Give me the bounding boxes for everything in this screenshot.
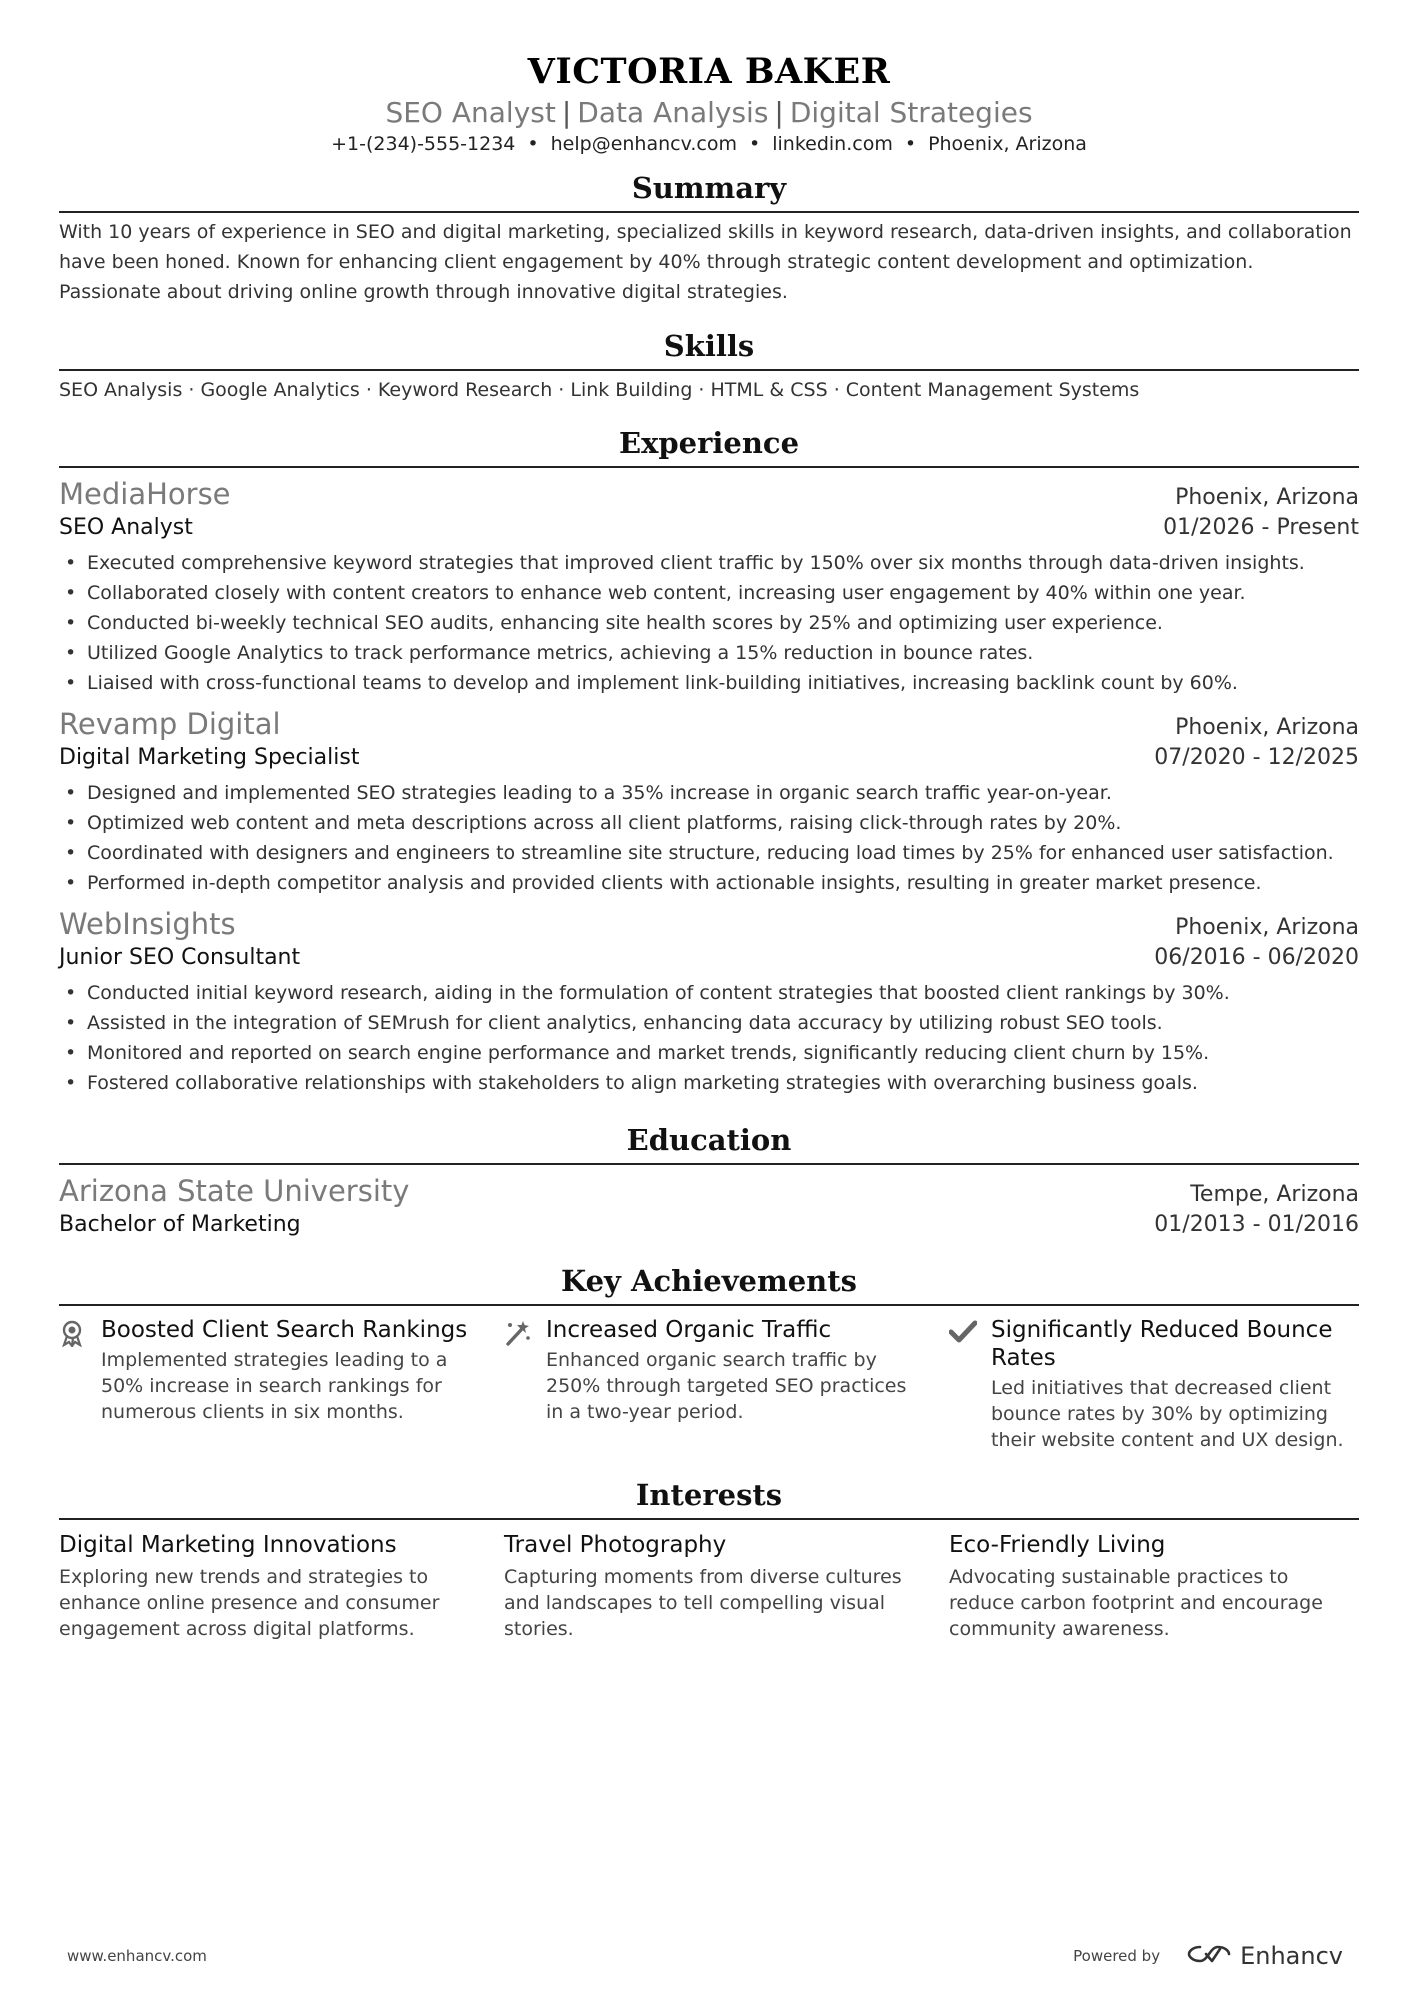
interest-item — [504, 1530, 914, 1642]
interest-desc: Exploring new trends and strategies to enhance online presence and consumer engagement across digital platforms. — [59, 1566, 440, 1640]
candidate-name: VICTORIA BAKER — [527, 51, 891, 92]
powered-by-label: Powered by — [1073, 1947, 1161, 1965]
achievement-title: Boosted Client Search Rankings — [101, 1317, 468, 1343]
job-location: Phoenix, Arizona — [1175, 715, 1359, 740]
summary-section — [59, 170, 1359, 307]
achievements-section — [59, 1263, 1359, 1453]
education-section — [59, 1122, 1359, 1241]
location: Phoenix, Arizona — [928, 133, 1087, 155]
bullet-item: • Liaised with cross-functional teams to develop and implement link-building initiatives, increasing backlink count by 60%. — [59, 668, 1359, 698]
resume-header — [59, 0, 1359, 156]
contact-info: +1-(234)-555-1234 • help@enhancv.com • linkedin.com • Phoenix, Arizona — [331, 133, 1087, 155]
job-title: SEO Analyst — [59, 515, 193, 540]
bullet-item: • Executed comprehensive keyword strategies that improved client traffic by 150% over six months through data-driven insights. — [59, 548, 1359, 578]
page-footer — [67, 1942, 1343, 1970]
experience-section — [59, 425, 1359, 1098]
brand-name[interactable]: Enhancv — [1240, 1942, 1343, 1970]
job-bullets — [59, 548, 1359, 698]
bullet-item: • Optimized web content and meta descriptions across all client platforms, raising click-through rates by 20%. — [59, 808, 1359, 838]
job-dates: 06/2016 - 06/2020 — [1154, 945, 1359, 970]
achievement-item — [949, 1316, 1359, 1453]
job-title: Digital Marketing Specialist — [59, 745, 360, 770]
achievement-desc: Implemented strategies leading to a 50% increase in search rankings for numerous clients in six months. — [101, 1349, 448, 1423]
section-title: Interests — [59, 1477, 1359, 1520]
bullet-item: • Collaborated closely with content creators to enhance web content, increasing user engagement by 40% within one year. — [59, 578, 1359, 608]
email-link[interactable]: help@enhancv.com — [550, 133, 737, 155]
achievement-title: Significantly Reduced Bounce Rates — [991, 1317, 1333, 1371]
job-location: Phoenix, Arizona — [1175, 485, 1359, 510]
checkmark-icon — [949, 1316, 991, 1453]
job-dates: 01/2026 - Present — [1163, 515, 1359, 540]
interest-desc: Capturing moments from diverse cultures and landscapes to tell compelling visual stories. — [504, 1566, 902, 1640]
award-icon — [59, 1316, 101, 1453]
school-name: Arizona State University — [59, 1174, 410, 1208]
job-dates: 07/2020 - 12/2025 — [1154, 745, 1359, 770]
bullet-item: • Utilized Google Analytics to track performance metrics, achieving a 15% reduction in bounce rates. — [59, 638, 1359, 668]
headline: SEO Analyst | Data Analysis | Digital Strategies — [385, 96, 1033, 129]
interest-desc: Advocating sustainable practices to reduce carbon footprint and encourage community awareness. — [949, 1566, 1323, 1640]
degree: Bachelor of Marketing — [59, 1212, 301, 1237]
headline-item: Data Analysis — [577, 96, 769, 129]
headline-item: SEO Analyst — [385, 96, 556, 129]
job-title: Junior SEO Consultant — [59, 945, 301, 970]
bullet-item: • Conducted initial keyword research, aiding in the formulation of content strategies that boosted client rankings by 30%. — [59, 978, 1359, 1008]
interest-item — [949, 1530, 1359, 1642]
job-bullets — [59, 778, 1359, 898]
linkedin-link[interactable]: linkedin.com — [772, 133, 893, 155]
bullet-item: • Monitored and reported on search engine performance and market trends, significantly reducing client churn by 15%. — [59, 1038, 1359, 1068]
company-name: WebInsights — [59, 907, 236, 941]
bullet-item: • Conducted bi-weekly technical SEO audits, enhancing site health scores by 25% and optimizing user experience. — [59, 608, 1359, 638]
education-dates: 01/2013 - 01/2016 — [1154, 1212, 1359, 1237]
magic-wand-icon — [504, 1316, 546, 1453]
interests-section — [59, 1477, 1359, 1642]
phone: +1-(234)-555-1234 — [331, 133, 516, 155]
skills-list: SEO Analysis · Google Analytics · Keyword Research · Link Building · HTML & CSS · Content Management Systems — [59, 379, 1140, 401]
section-title: Key Achievements — [59, 1263, 1359, 1306]
job-location: Phoenix, Arizona — [1175, 915, 1359, 940]
powered-by — [1073, 1942, 1343, 1970]
bullet-item: • Performed in-depth competitor analysis and provided clients with actionable insights, resulting in greater market presence. — [59, 868, 1359, 898]
job-entry — [59, 906, 1359, 1098]
website-link[interactable]: www.enhancv.com — [67, 1947, 207, 1965]
enhancv-logo-icon — [1186, 1943, 1232, 1969]
achievement-title: Increased Organic Traffic — [546, 1317, 832, 1343]
section-title: Education — [59, 1122, 1359, 1165]
section-title: Summary — [59, 170, 1359, 213]
school-location: Tempe, Arizona — [1190, 1182, 1359, 1207]
bullet-item: • Designed and implemented SEO strategies leading to a 35% increase in organic search traffic year-on-year. — [59, 778, 1359, 808]
achievement-item — [504, 1316, 914, 1453]
bullet-item: • Coordinated with designers and engineers to streamline site structure, reducing load times by 25% for enhanced user satisfaction. — [59, 838, 1359, 868]
headline-item: Digital Strategies — [789, 96, 1033, 129]
skills-section — [59, 328, 1359, 403]
job-entry — [59, 706, 1359, 898]
bullet-item: • Fostered collaborative relationships with stakeholders to align marketing strategies with overarching business goals. — [59, 1068, 1359, 1098]
company-name: MediaHorse — [59, 477, 231, 511]
job-entry — [59, 476, 1359, 698]
bullet-item: • Assisted in the integration of SEMrush for client analytics, enhancing data accuracy by utilizing robust SEO tools. — [59, 1008, 1359, 1038]
education-entry — [59, 1173, 1359, 1241]
interest-item — [59, 1530, 469, 1642]
interest-title: Digital Marketing Innovations — [59, 1532, 397, 1558]
job-bullets — [59, 978, 1359, 1098]
achievement-desc: Enhanced organic search traffic by 250% through targeted SEO practices in a two-year period. — [546, 1349, 907, 1423]
summary-text: With 10 years of experience in SEO and digital marketing, specialized skills in keyword research, data-driven insights, and collaboration have been honed. Known for enhancing client engagement by 40% through strategic content development and optimization. Passionate about driving online growth through innovative digital strategies. — [59, 221, 1352, 303]
interest-title: Travel Photography — [504, 1532, 727, 1558]
achievement-item — [59, 1316, 469, 1453]
resume-page — [59, 0, 1359, 1642]
section-title: Experience — [59, 425, 1359, 468]
section-title: Skills — [59, 328, 1359, 371]
company-name: Revamp Digital — [59, 707, 281, 741]
achievement-desc: Led initiatives that decreased client bounce rates by 30% by optimizing their website content and UX design. — [991, 1377, 1344, 1451]
interest-title: Eco-Friendly Living — [949, 1532, 1166, 1558]
